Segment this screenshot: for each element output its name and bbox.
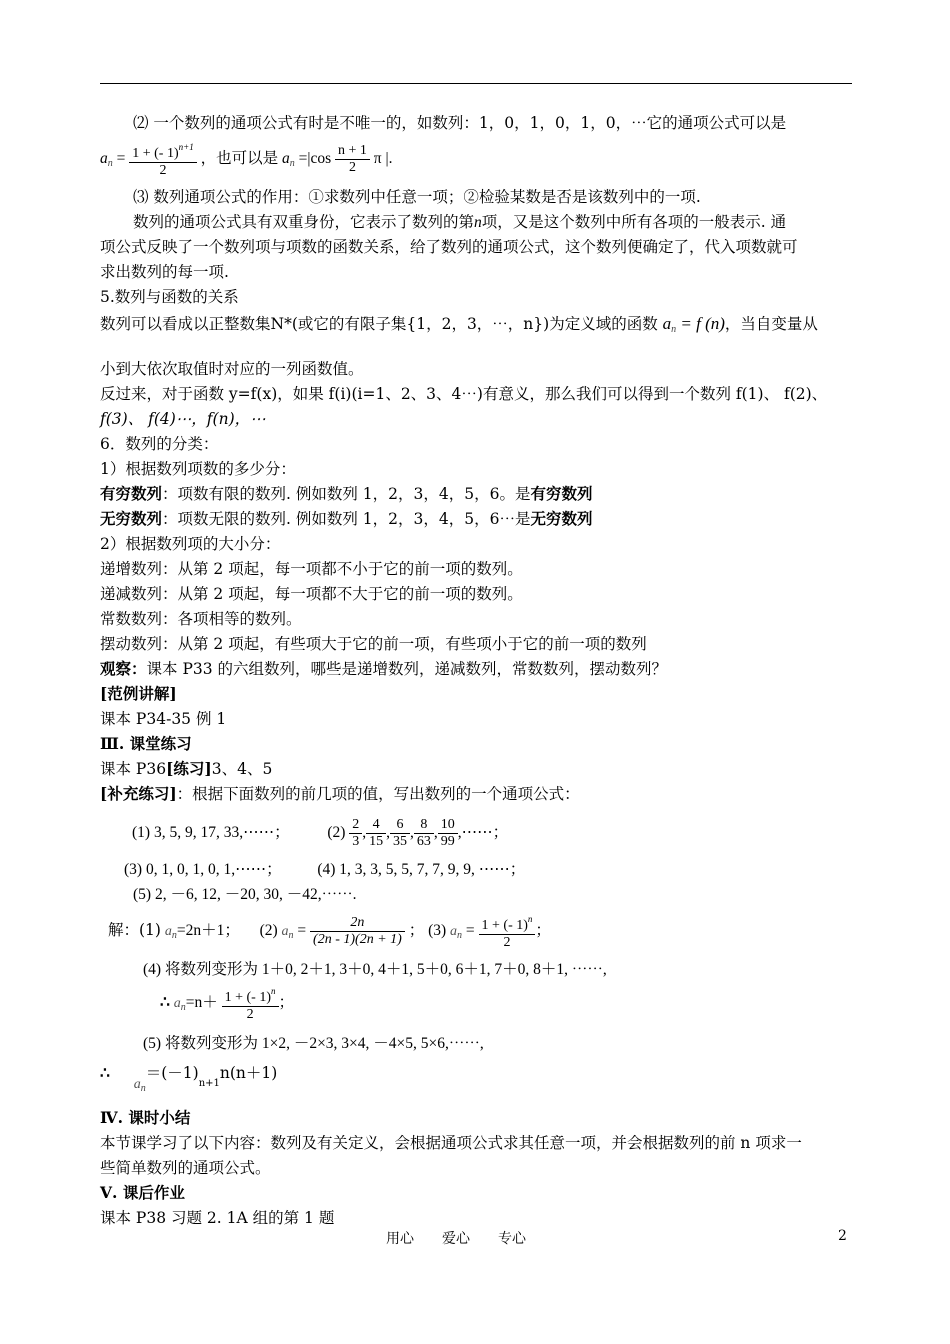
solution-1-3: 解：(1) $a_n=2n+1$； (2) $a_n$ = $\frac{2n}{(2n - 1)(2n + 1)}$ ； (3) $a_n$ = $\frac{1 + (- 1)^n}{2}$ ； xyxy=(108,910,551,956)
cos-part: =|cos xyxy=(298,150,332,167)
comma: , xyxy=(386,824,391,841)
para-5: 项公式反映了一个数列项与项数的函数关系，给了数列的通项公式，这个数列便确定了，代入项数就可 xyxy=(100,238,798,256)
constant-def: 常数数列：各项相等的数列。 xyxy=(100,610,302,628)
classify-1: 1）根据数列项数的多少分： xyxy=(100,460,296,478)
pi-part: π |. xyxy=(373,150,393,167)
para-2: ⑵ 一个数列的通项公式有时是不唯一的，如数列：1，0，1，0，1，0，⋯它的通项公式可以是 xyxy=(133,114,787,132)
q2-fraction: $\frac{4}{15}$ xyxy=(366,817,386,850)
eq-sign: = xyxy=(116,150,126,167)
fraction-2: $\frac{n + 1}{2}$ xyxy=(335,143,370,176)
formula-line-1 xyxy=(100,138,392,184)
infinite-def: 无穷数列：项数无限的数列. 例如数列 1，2，3，4，5，6⋯是无穷数列 xyxy=(100,509,593,528)
practice: 课本 P36[练习]3、4、5 xyxy=(100,759,273,778)
observe: 观察：课本 P33 的六组数列，哪些是递增数列，递减数列，常数数列，摆动数列？ xyxy=(100,659,668,678)
q2-fraction: $\frac{2}{3}$ xyxy=(349,817,362,850)
q2-fraction: $\frac{6}{35}$ xyxy=(390,817,410,850)
increasing-def: 递增数列：从第 2 项起，每一项都不小于它的前一项的数列。 xyxy=(100,560,523,578)
solution-2-fraction: $\frac{2n}{(2n - 1)(2n + 1)}$ xyxy=(310,915,405,948)
question-3: (3) 0, 1, 0, 1, 0, 1,⋯⋯； xyxy=(124,861,282,878)
oscillating-def: 摆动数列：从第 2 项起，有些项大于它的前一项，有些项小于它的前一项的数列 xyxy=(100,635,647,653)
q2-fraction: $\frac{10}{99}$ xyxy=(438,817,458,850)
summary-2: 些简单数列的通项公式。 xyxy=(100,1159,271,1177)
example-text: 课本 P34-35 例 1 xyxy=(100,710,227,728)
example-heading: [范例讲解] xyxy=(100,684,177,703)
a-n: $a_n$ xyxy=(100,150,113,169)
text-also: ，也可以是 xyxy=(200,149,279,167)
question-2-fractions xyxy=(349,816,458,849)
homework: 课本 P38 习题 2. 1A 组的第 1 题 xyxy=(100,1209,335,1227)
question-4: (4) 1, 3, 3, 5, 5, 7, 7, 9, 9, ⋯⋯； xyxy=(317,861,526,878)
classify-2: 2）根据数列项的大小分： xyxy=(100,535,281,553)
header-rule xyxy=(100,83,852,84)
section-v: Ⅴ. 课后作业 xyxy=(100,1183,185,1202)
solution-5-result: ∴ $a_n=(-1)_{n+1}n(n+1)$ xyxy=(100,1063,278,1094)
solution-4-fraction: $\frac{1 + (- 1)^n}{2}$ xyxy=(222,983,279,1023)
solution-4-result: ∴ $a_n=n+$ $\frac{1 + (- 1)^n}{2}$ ； xyxy=(160,983,294,1028)
question-5: (5) 2, －6, 12, －20, 30, －42,⋯⋯. xyxy=(133,886,357,903)
para-3: ⑶ 数列通项公式的作用：①求数列中任意一项；②检验某数是否是该数列中的一项. xyxy=(133,188,701,206)
para-6: 求出数列的每一项. xyxy=(100,263,229,281)
supplement: [补充练习]：根据下面数列的前几项的值，写出数列的一个通项公式： xyxy=(100,784,580,803)
solution-4: (4) 将数列变形为 1＋0, 2＋1, 3＋0, 4＋1, 5＋0, 6＋1, 7＋0, 8＋1, ⋯⋯, xyxy=(143,961,607,978)
af-n: $a_n = f$ (n) xyxy=(662,314,725,335)
footer-motto: 用心 爱心 专心 xyxy=(386,1231,526,1247)
section-5-text-2: 小到大依次取值时对应的一列函数值。 xyxy=(100,360,364,378)
a-n-2: $a_n$ xyxy=(281,150,295,169)
q2-fraction: $\frac{8}{63}$ xyxy=(414,817,434,850)
para-4: 数列的通项公式具有双重身份，它表示了数列的第n项，又是这个数列中所有各项的一般表示. 通 xyxy=(133,213,787,231)
question-2-label: (2) xyxy=(327,824,346,841)
fraction-1: $\frac{1 + (- 1)^{n+1}}{2}$ xyxy=(129,139,196,179)
summary-1: 本节课学习了以下内容：数列及有关定义，会根据通项公式求其任意一项，并会根据数列的前 n 项求一 xyxy=(100,1134,802,1152)
reverse-2: f(3)、 f(4)⋯，f(n)，⋯ xyxy=(100,410,266,428)
comma: , xyxy=(362,824,367,841)
section-6-title: 6．数列的分类： xyxy=(100,435,219,453)
finite-def: 有穷数列：项数有限的数列. 例如数列 1，2，3，4，5，6。是有穷数列 xyxy=(100,484,593,503)
section-5-title: 5.数列与函数的关系 xyxy=(100,288,239,306)
decreasing-def: 递减数列：从第 2 项起，每一项都不大于它的前一项的数列。 xyxy=(100,585,523,603)
section-iv: Ⅳ. 课时小结 xyxy=(100,1108,191,1127)
question-3-4 xyxy=(124,860,525,880)
solution-3-fraction: $\frac{1 + (- 1)^n}{2}$ xyxy=(479,911,536,951)
solution-5: (5) 将数列变形为 1×2, －2×3, 3×4, －4×5, 5×6,⋯⋯, xyxy=(143,1035,484,1052)
section-5-text: 数列可以看成以正整数集N*(或它的有限子集{1，2，3，⋯，n})为定义域的函数 $a_n = f$ (n)，当自变量从 xyxy=(100,314,818,335)
comma: , xyxy=(433,824,438,841)
section-iii: Ⅲ. 课堂练习 xyxy=(100,734,192,753)
comma: , xyxy=(410,824,414,841)
question-1: (1) 3, 5, 9, 17, 33,⋯⋯； xyxy=(132,824,290,841)
page-number: 2 xyxy=(838,1228,847,1244)
reverse-1: 反过来，对于函数 y=f(x)，如果 f(i)(i=1、2、3、4⋯)有意义，那么我们可以得到一个数列 f(1)、 f(2)、 xyxy=(100,385,828,403)
question-1-2: (1) 3, 5, 9, 17, 33,⋯⋯； (2) $\frac{2}{3}$ , $\frac{4}{15}$ , $\frac{6}{35}$ , $\frac{8}{63}$ , $\frac{10}{99}$ ,⋯⋯； xyxy=(132,816,509,849)
